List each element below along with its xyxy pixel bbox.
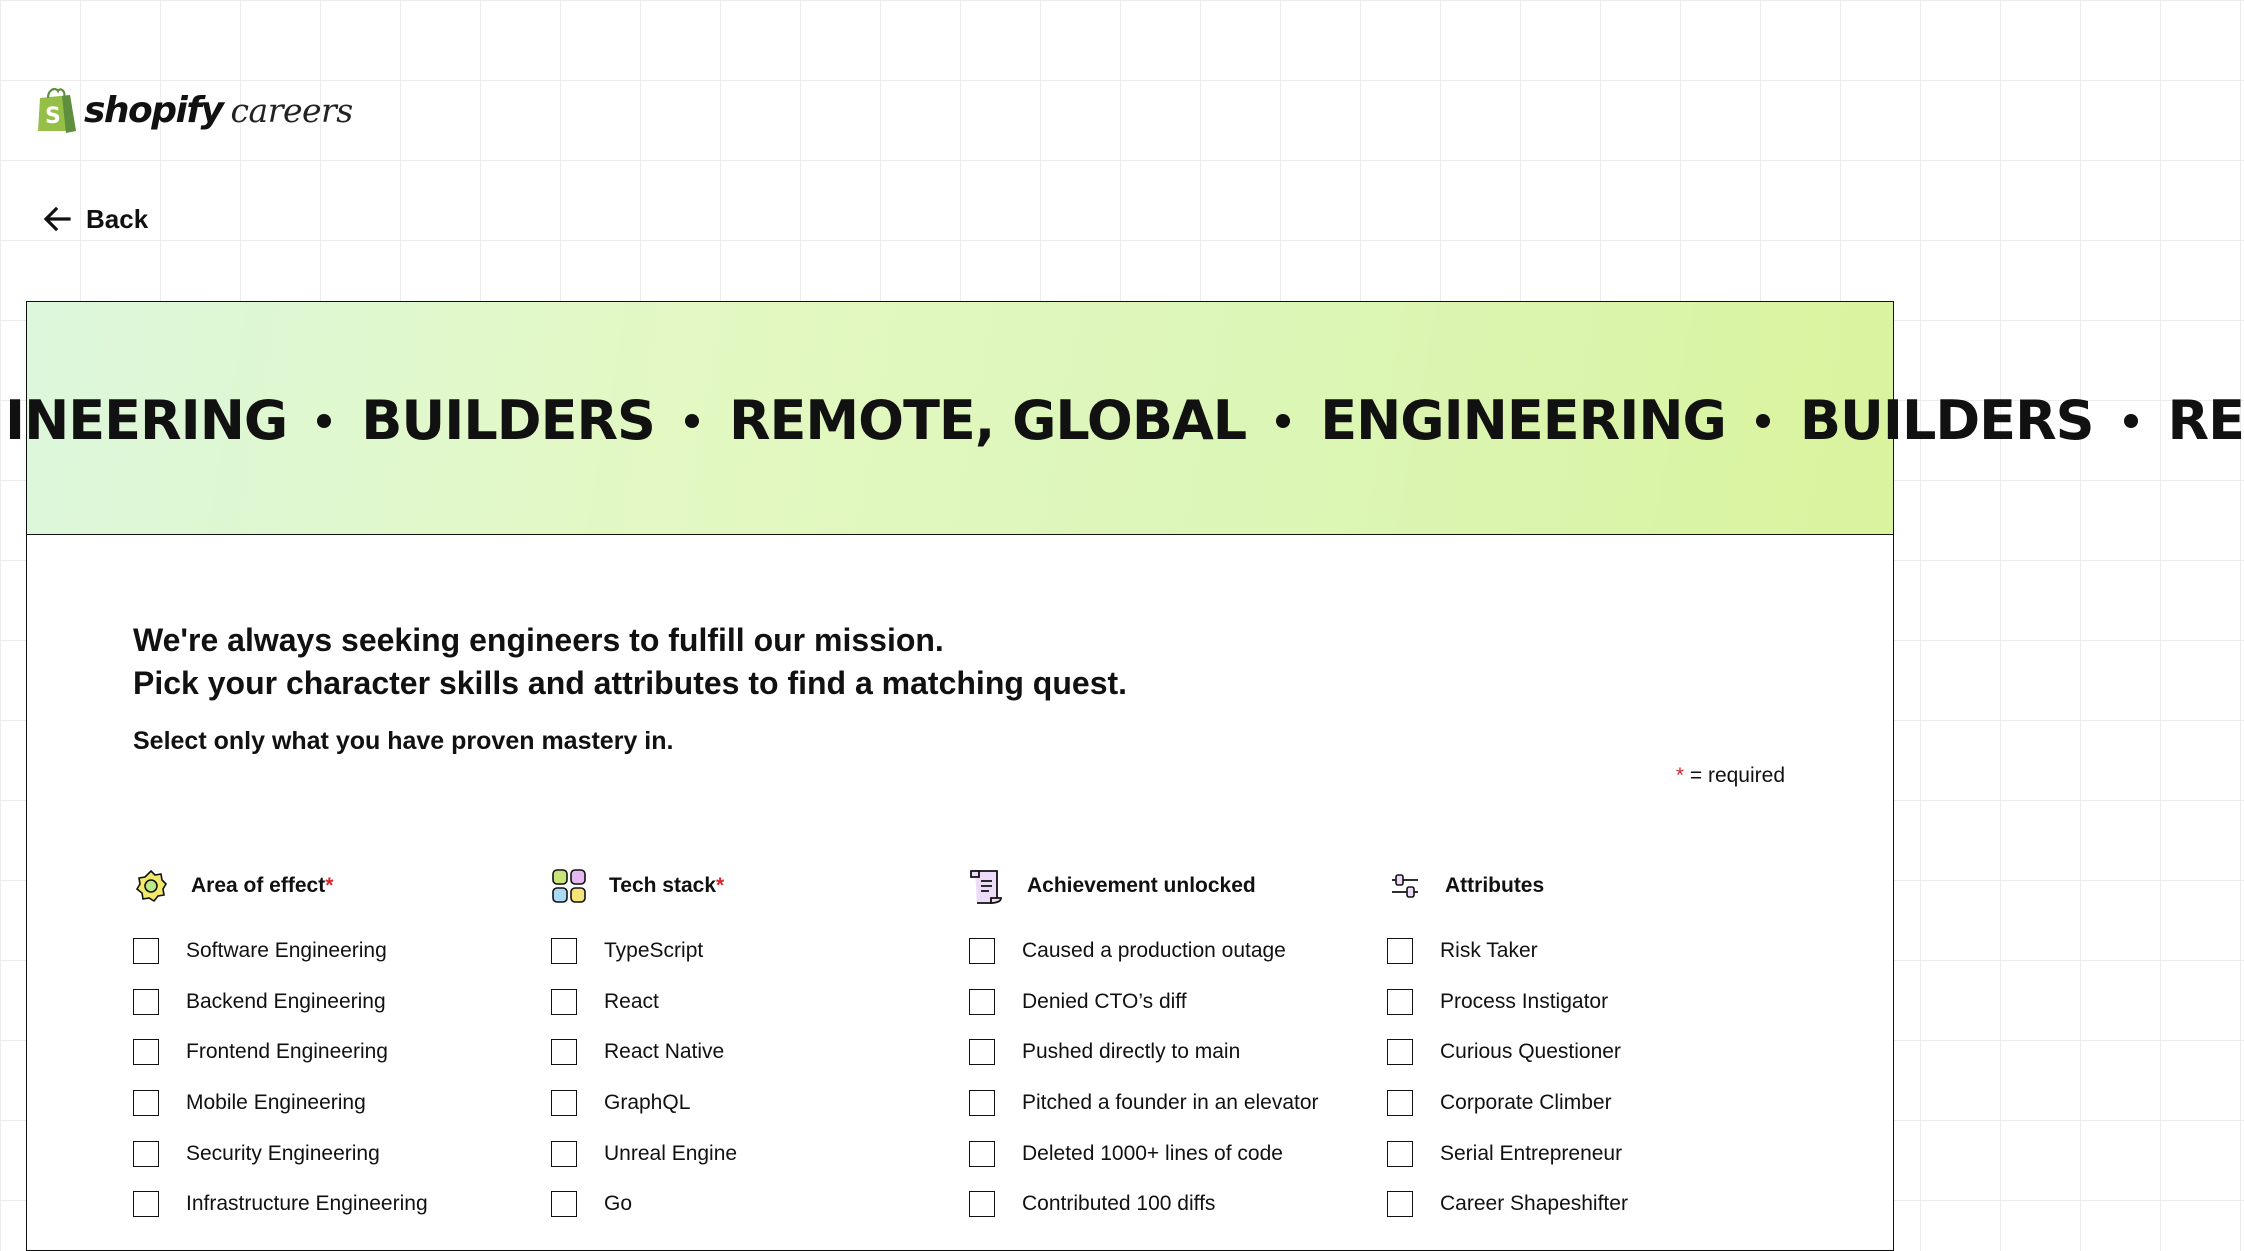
option-label: Go [604, 1192, 633, 1216]
arrow-left-icon [42, 204, 72, 234]
scroll-icon [969, 868, 1005, 904]
column-title: Achievement unlocked [1027, 874, 1256, 897]
column-header [969, 866, 1369, 906]
checkbox-option[interactable] [551, 1078, 951, 1129]
required-star: * [1675, 764, 1685, 787]
option-label: Risk Taker [1440, 939, 1538, 963]
filter-column-achievement-unlocked [969, 866, 1369, 1230]
checkbox[interactable] [969, 1191, 995, 1217]
option-label: Mobile Engineering [186, 1091, 366, 1115]
filter-column-tech-stack [551, 866, 951, 1230]
option-label: Frontend Engineering [186, 1040, 388, 1064]
ticker-dot [317, 414, 331, 428]
required-legend [1676, 764, 1785, 788]
checkbox-option[interactable] [1387, 1179, 1787, 1230]
job-finder-card [5, 301, 2244, 1251]
option-label: Process Instigator [1440, 989, 1609, 1013]
checkbox[interactable] [969, 1039, 995, 1065]
checkbox-option[interactable] [969, 977, 1369, 1028]
checkbox-option[interactable] [551, 1179, 951, 1230]
option-label: Infrastructure Engineering [186, 1192, 428, 1216]
checkbox[interactable] [551, 1090, 577, 1116]
ticker-dot [2124, 414, 2138, 428]
back-label: Back [86, 203, 149, 234]
option-label: Career Shapeshifter [1440, 1192, 1628, 1216]
checkbox-option[interactable] [969, 1078, 1369, 1129]
grid-icon [551, 868, 587, 904]
intro-heading-line-2: Pick your character skills and attributes to find a matching quest. [133, 665, 1128, 701]
column-header [133, 866, 533, 906]
filter-column-attributes [1387, 866, 1787, 1230]
checkbox-option[interactable] [1387, 1078, 1787, 1129]
checkbox[interactable] [969, 1090, 995, 1116]
checkbox-option[interactable] [133, 1128, 533, 1179]
ticker-word: BUILDERS [1799, 389, 2094, 452]
checkbox-option[interactable] [969, 1128, 1369, 1179]
option-label: Backend Engineering [186, 989, 386, 1013]
checkbox[interactable] [1387, 989, 1413, 1015]
ticker-dot [1756, 414, 1770, 428]
column-title: Tech stack [609, 874, 716, 897]
checkbox-option[interactable] [551, 1128, 951, 1179]
marquee-banner [5, 302, 2244, 535]
option-label: GraphQL [604, 1091, 691, 1115]
checkbox[interactable] [133, 989, 159, 1015]
checkbox[interactable] [133, 1191, 159, 1217]
checkbox[interactable] [1387, 1191, 1413, 1217]
checkbox[interactable] [1387, 1090, 1413, 1116]
option-label: Contributed 100 diffs [1022, 1192, 1216, 1216]
checkbox[interactable] [133, 1090, 159, 1116]
svg-text:S: S [45, 104, 61, 129]
required-star: * [716, 874, 725, 897]
column-header [551, 866, 951, 906]
sliders-icon [1387, 868, 1423, 904]
required-star: * [325, 874, 334, 897]
checkbox-option[interactable] [133, 1078, 533, 1129]
checkbox-option[interactable] [133, 1027, 533, 1078]
option-label: Security Engineering [186, 1141, 380, 1165]
checkbox-option[interactable] [969, 1179, 1369, 1230]
checkbox-option[interactable] [133, 977, 533, 1028]
checkbox-option[interactable] [133, 926, 533, 977]
shopify-careers-logo[interactable] [36, 82, 353, 138]
option-label: Serial Entrepreneur [1440, 1141, 1623, 1165]
checkbox-option[interactable] [551, 926, 951, 977]
checkbox[interactable] [133, 1141, 159, 1167]
column-title: Attributes [1445, 874, 1545, 897]
checkbox[interactable] [551, 1141, 577, 1167]
required-legend-text: = required [1684, 764, 1785, 787]
checkbox-option[interactable] [969, 1027, 1369, 1078]
gear-icon [133, 868, 169, 904]
checkbox[interactable] [133, 938, 159, 964]
ticker-dot [685, 414, 699, 428]
ticker-word: REMOTE, GLOBAL [728, 389, 1247, 452]
checkbox-option[interactable] [1387, 1128, 1787, 1179]
option-label: Curious Questioner [1440, 1040, 1621, 1064]
ticker-word: RE [2167, 389, 2244, 452]
option-label: Denied CTO’s diff [1022, 989, 1187, 1013]
brand-subtitle: careers [230, 90, 353, 130]
checkbox[interactable] [969, 989, 995, 1015]
checkbox[interactable] [551, 1039, 577, 1065]
checkbox[interactable] [969, 1141, 995, 1167]
checkbox-option[interactable] [1387, 1027, 1787, 1078]
ticker-word: BUILDERS [361, 389, 655, 452]
shopify-bag-icon [36, 85, 78, 135]
checkbox[interactable] [1387, 1039, 1413, 1065]
checkbox[interactable] [551, 1191, 577, 1217]
checkbox-option[interactable] [1387, 926, 1787, 977]
intro-text [133, 619, 1633, 756]
ticker-word: ENGINEERING [1320, 389, 1726, 452]
ticker-dot [1276, 414, 1290, 428]
brand-wordmark: shopify [84, 89, 223, 131]
option-label: Deleted 1000+ lines of code [1022, 1141, 1283, 1165]
column-title: Area of effect [191, 874, 326, 897]
option-label: Unreal Engine [604, 1141, 738, 1165]
checkbox[interactable] [551, 989, 577, 1015]
option-label: Corporate Climber [1440, 1091, 1612, 1115]
filter-column-area-of-effect [133, 866, 533, 1230]
option-label: Pushed directly to main [1022, 1040, 1241, 1064]
checkbox-option[interactable] [1387, 977, 1787, 1028]
checkbox[interactable] [1387, 938, 1413, 964]
checkbox-option[interactable] [551, 977, 951, 1028]
ticker-word: INEERING [5, 389, 288, 452]
intro-heading-line-1: We're always seeking engineers to fulfill our mission. [133, 622, 944, 658]
intro-subheading: Select only what you have proven mastery in. [133, 727, 674, 755]
option-label: Software Engineering [186, 939, 387, 963]
checkbox[interactable] [133, 1039, 159, 1065]
option-label: Caused a production outage [1022, 939, 1286, 963]
checkbox-option[interactable] [551, 1027, 951, 1078]
checkbox[interactable] [551, 938, 577, 964]
marquee-ticker [5, 389, 2244, 452]
option-label: TypeScript [604, 939, 704, 963]
column-header [1387, 866, 1787, 906]
checkbox[interactable] [1387, 1141, 1413, 1167]
checkbox[interactable] [969, 938, 995, 964]
checkbox-option[interactable] [133, 1179, 533, 1230]
option-label: Pitched a founder in an elevator [1022, 1091, 1319, 1115]
checkbox-option[interactable] [969, 926, 1369, 977]
back-link[interactable] [42, 198, 148, 240]
option-label: React Native [604, 1040, 725, 1064]
option-label: React [604, 989, 659, 1013]
